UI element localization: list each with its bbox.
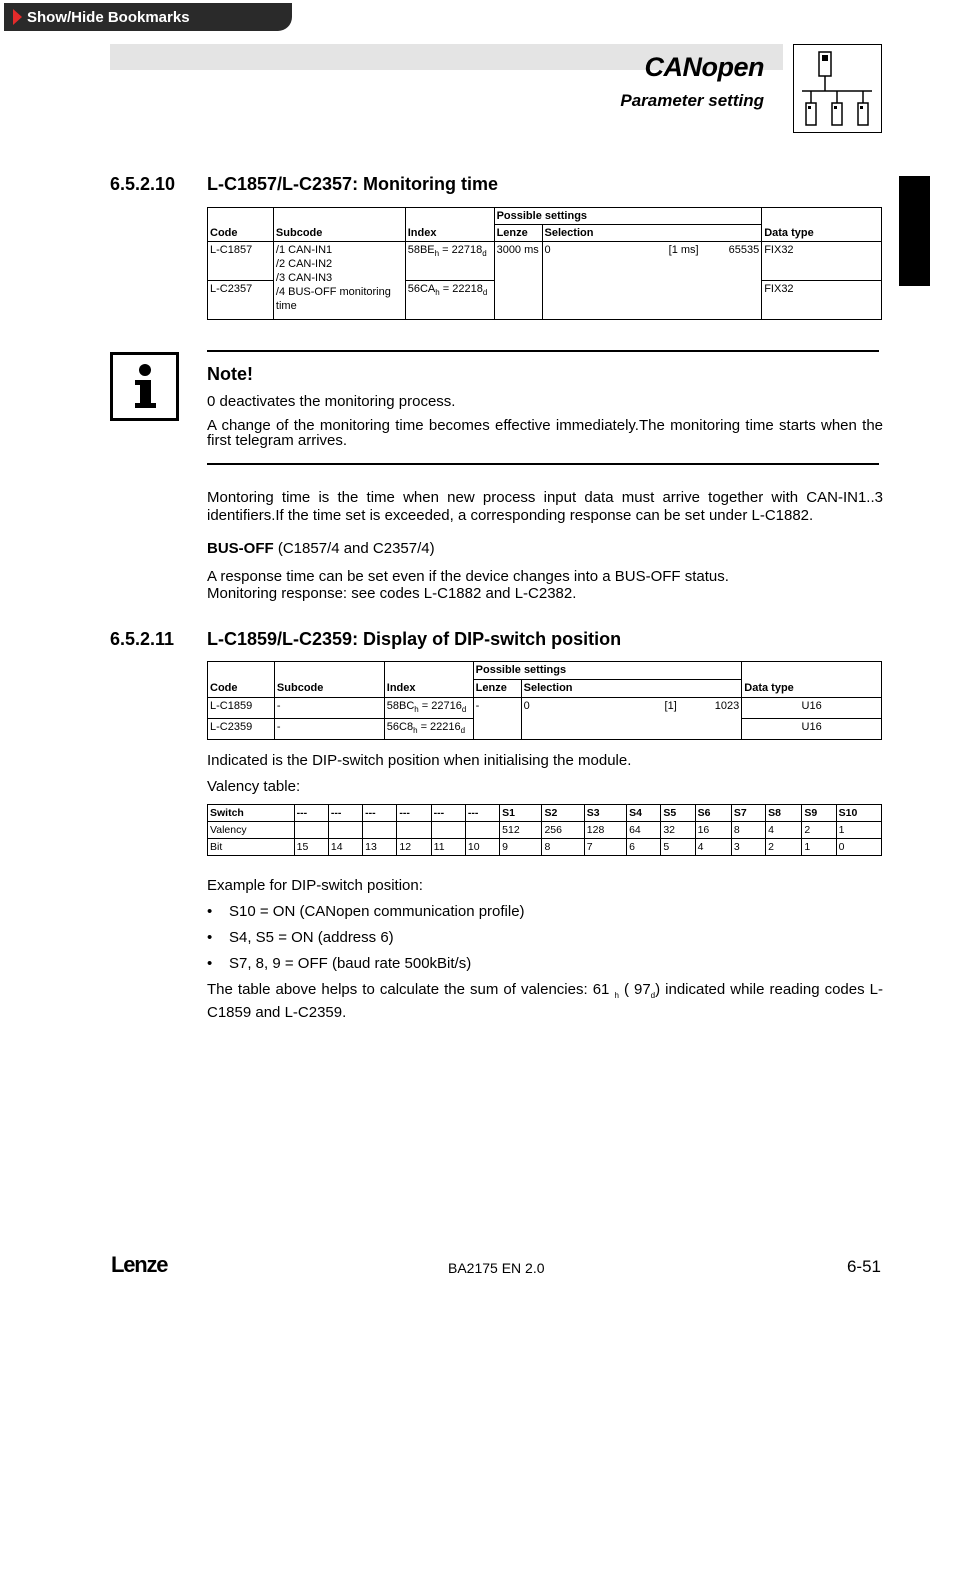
paragraph: A response time can be set even if the device changes into a BUS-OFF status. Monitoring response: see codes L-C1882 and L-C2382.	[207, 568, 729, 602]
table-cell: S6	[695, 805, 731, 822]
page-number: 6-51	[846, 1257, 881, 1276]
note-line: 0 deactivates the monitoring process.	[207, 393, 456, 410]
table-cell	[363, 822, 397, 839]
note-line: A change of the monitoring time becomes effective immediately.The monitoring time starts when the first telegram arrives.	[207, 417, 883, 449]
table-row-valency	[208, 822, 882, 839]
table-cell: 6	[627, 839, 661, 856]
table-cell: 15	[294, 839, 328, 856]
section-title: L-C1859/L-C2359: Display of DIP-switch position	[207, 629, 622, 649]
table-cell: 8	[731, 822, 765, 839]
header-possible-settings: Possible settings	[473, 662, 742, 680]
table-cell: Switch	[208, 805, 295, 822]
table-cell: S10	[836, 805, 881, 822]
header-selection: Selection	[542, 225, 762, 242]
note-top-rule	[207, 350, 879, 352]
table-row-bit	[208, 839, 882, 856]
brand-logo: Lenze	[111, 1252, 168, 1277]
header-possible-settings: Possible settings	[494, 208, 762, 225]
info-icon	[110, 352, 179, 421]
table-cell: 512	[500, 822, 542, 839]
header-lenze: Lenze	[494, 225, 542, 242]
network-topology-icon	[793, 44, 882, 133]
table-cell-data-type: FIX32	[762, 281, 882, 320]
table-cell: Bit	[208, 839, 295, 856]
header-data-type: Data type	[742, 680, 882, 698]
table-cell: ---	[363, 805, 397, 822]
table-cell-selection: 0 [1] 1023	[521, 698, 742, 719]
paragraph: Example for DIP-switch position:	[207, 877, 423, 894]
table-cell-lenze: -	[473, 698, 521, 719]
table-cell: 16	[695, 822, 731, 839]
show-hide-bookmarks-button[interactable]	[4, 3, 292, 31]
table-cell: ---	[294, 805, 328, 822]
table-cell: 2	[766, 839, 802, 856]
note-heading: Note!	[207, 364, 253, 384]
subcode-item: /4 BUS-OFF monitoring time	[275, 286, 391, 312]
table-cell: ---	[431, 805, 465, 822]
table-cell-data-type: U16	[742, 719, 882, 740]
table-cell: S3	[584, 805, 626, 822]
list-item: • S10 = ON (CANopen communication profile)	[207, 903, 525, 920]
paragraph: The table above helps to calculate the sum of valencies: 61 $_h$ ( $97_d$) indicated while reading codes L-C1859 and L-C2359.	[207, 981, 883, 1021]
list-item: • S7, 8, 9 = OFF (baud rate 500kBit/s)	[207, 955, 472, 972]
table-cell-lenze	[473, 719, 521, 740]
section-number: 6.5.2.11	[110, 629, 175, 649]
table-cell-code: L-C1857	[208, 242, 274, 281]
header-data-type: Data type	[762, 225, 882, 242]
header-code: Code	[208, 680, 275, 698]
paragraph: Montoring time is the time when new process input data must arrive together with CAN-IN1..3 identifiers.If the time set is exceeded, a corresponding response can be set under L-C1882.	[207, 489, 883, 524]
table-cell: 13	[363, 839, 397, 856]
subcode-item: /2 CAN-IN2	[275, 258, 333, 270]
table-cell: S9	[802, 805, 836, 822]
table-cell-data-type: FIX32	[762, 242, 882, 281]
table-cell-index: $58BE_h = 22718_d$	[405, 242, 494, 281]
header-subcode: Subcode	[274, 680, 384, 698]
section-title: L-C1857/L-C2357: Monitoring time	[207, 174, 499, 194]
table-cell-lenze: 3000 ms	[494, 242, 542, 320]
bookmarks-button-label: Show/Hide Bookmarks	[27, 8, 190, 26]
header-subcode: Subcode	[273, 225, 405, 242]
paragraph: Indicated is the DIP-switch position when initialising the module.	[207, 752, 632, 769]
table-row-switch	[208, 805, 882, 822]
header-title: CANopen	[644, 52, 764, 82]
table-cell: S8	[766, 805, 802, 822]
table-cell: S5	[661, 805, 695, 822]
table-cell: 14	[328, 839, 362, 856]
parameter-table-c1857	[207, 207, 882, 320]
header-index: Index	[384, 680, 473, 698]
header-selection: Selection	[521, 680, 742, 698]
table-cell: 2	[802, 822, 836, 839]
table-cell: 0	[836, 839, 881, 856]
document-id: BA2175 EN 2.0	[448, 1260, 545, 1276]
valency-table	[207, 804, 882, 856]
note-bottom-rule	[207, 463, 879, 465]
paragraph: Valency table:	[207, 778, 301, 795]
table-cell-code: L-C1859	[208, 698, 275, 719]
paragraph: BUS-OFF (C1857/4 and C2357/4)	[207, 540, 435, 557]
table-cell: Valency	[208, 822, 295, 839]
table-cell: 11	[431, 839, 465, 856]
table-cell-code: L-C2357	[208, 281, 274, 320]
table-cell: 4	[695, 839, 731, 856]
subcode-item: /1 CAN-IN1	[275, 244, 333, 256]
table-cell	[465, 822, 499, 839]
table-cell-subcode: -	[274, 698, 384, 719]
table-cell-index: $58BC_h = 22716_d$	[384, 698, 473, 719]
table-cell: ---	[328, 805, 362, 822]
play-arrow-icon	[13, 9, 22, 25]
chapter-tab-marker	[899, 176, 930, 286]
table-cell: 5	[661, 839, 695, 856]
table-cell: 256	[542, 822, 584, 839]
table-cell: 1	[802, 839, 836, 856]
parameter-table-c1859	[207, 661, 882, 740]
table-cell: S7	[731, 805, 765, 822]
table-cell: S1	[500, 805, 542, 822]
table-cell: 128	[584, 822, 626, 839]
table-cell	[294, 822, 328, 839]
table-cell-subcode: -	[274, 719, 384, 740]
table-cell: 8	[542, 839, 584, 856]
table-cell-selection	[521, 719, 742, 740]
header-index: Index	[405, 225, 494, 242]
table-cell: 32	[661, 822, 695, 839]
table-cell: 3	[731, 839, 765, 856]
table-cell: 4	[766, 822, 802, 839]
table-cell: S4	[627, 805, 661, 822]
table-cell-index: $56C8_h = 22216_d$	[384, 719, 473, 740]
table-cell: ---	[465, 805, 499, 822]
table-cell: 12	[397, 839, 431, 856]
section-number: 6.5.2.10	[110, 174, 176, 194]
table-cell: 7	[584, 839, 626, 856]
subcode-item: /3 CAN-IN3	[275, 272, 333, 284]
table-cell-code: L-C2359	[208, 719, 275, 740]
subcode-list	[273, 242, 405, 320]
list-item: • S4, S5 = ON (address 6)	[207, 929, 394, 946]
table-cell-data-type: U16	[742, 698, 882, 719]
table-cell	[431, 822, 465, 839]
table-cell: S2	[542, 805, 584, 822]
table-cell	[328, 822, 362, 839]
table-cell: ---	[397, 805, 431, 822]
table-cell	[397, 822, 431, 839]
table-cell: 10	[465, 839, 499, 856]
table-cell-index: $56CA_h = 22218_d$	[405, 281, 494, 320]
table-cell: 64	[627, 822, 661, 839]
header-code: Code	[208, 225, 274, 242]
table-cell: 9	[500, 839, 542, 856]
header-subtitle: Parameter setting	[620, 91, 764, 110]
table-cell-selection: 0 [1 ms] 65535	[542, 242, 762, 320]
table-cell: 1	[836, 822, 881, 839]
header-lenze: Lenze	[473, 680, 521, 698]
